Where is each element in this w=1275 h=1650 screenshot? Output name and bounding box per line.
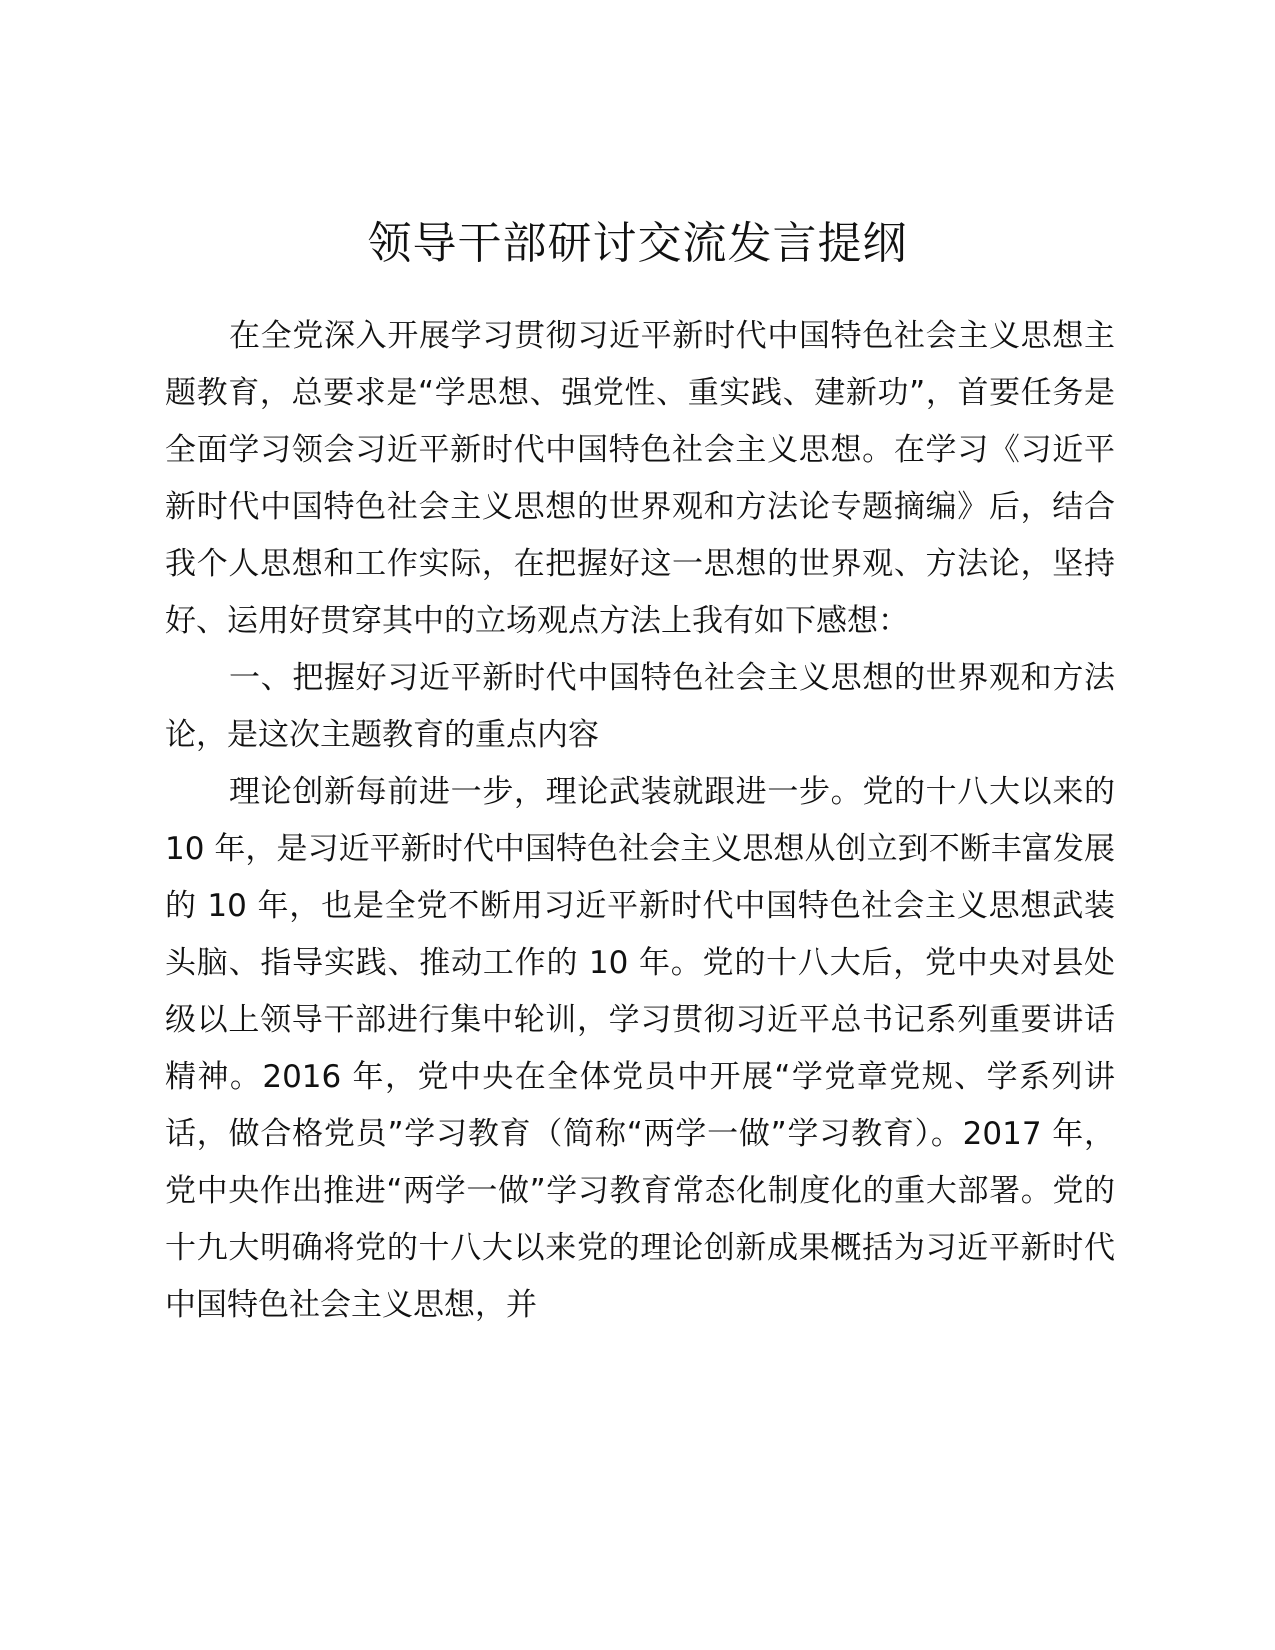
intro-paragraph: 在全党深入开展学习贯彻习近平新时代中国特色社会主义思想主题教育，总要求是“学思想、强党性、重实践、建新功”，首要任务是全面学习领会习近平新时代中国特色社会主义思想。在学习《习近平新时代中国特色社会主义思想的世界观和方法论专题摘编》后，结合我个人思想和工作实际，在把握好这一思想的世界观、方法论，坚持好、运用好贯穿其中的立场观点方法上我有如下感想：: [165, 318, 1115, 639]
section-1-paragraph: 理论创新每前进一步，理论武装就跟进一步。党的十八大以来的 10 年，是习近平新时代中国特色社会主义思想从创立到不断丰富发展的 10 年，也是全党不断用习近平新时代中国特色社会主义思想武装头脑、指导实践、推动工作的 10 年。党的十八大后，党中央对县处级以上领导干部进行集中轮训，学习贯彻习近平总书记系列重要讲话精神。2016 年，党中央在全体党员中开展“学党章党规、学系列讲话，做合格党员”学习教育（简称“两学一做”学习教育）。2017 年，党中央作出推进“两学一做”学习教育常态化制度化的重大部署。党的十九大明确将党的十八大以来党的理论创新成果概括为习近平新时代中国特色社会主义思想，并: [165, 774, 1115, 1323]
document-title: 领导干部研讨交流发言提纲: [367, 218, 908, 269]
section-heading-1: 一、把握好习近平新时代中国特色社会主义思想的世界观和方法论，是这次主题教育的重点内容: [165, 660, 1115, 753]
document-body: [165, 308, 1115, 1334]
